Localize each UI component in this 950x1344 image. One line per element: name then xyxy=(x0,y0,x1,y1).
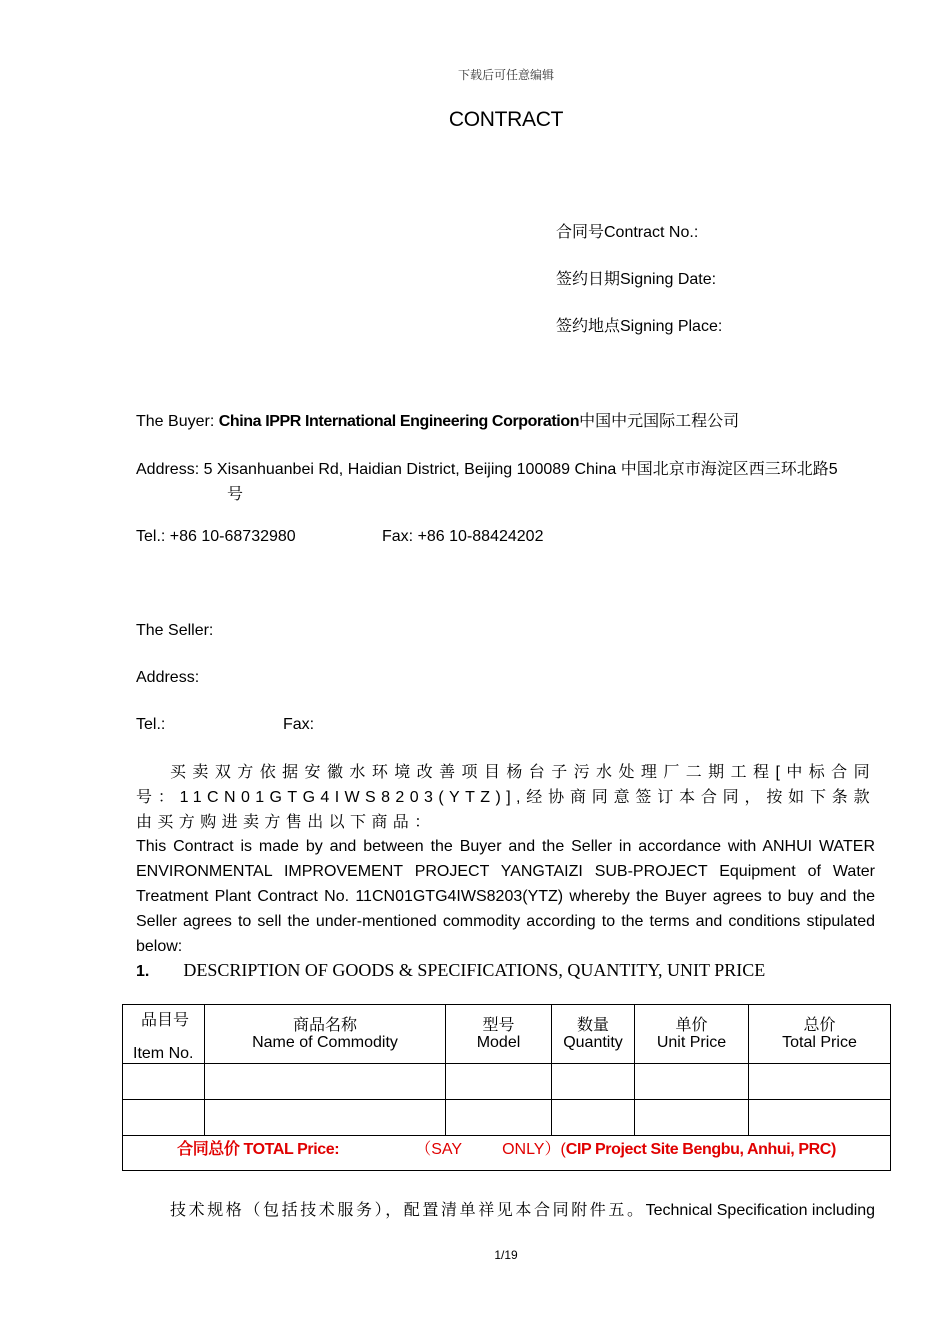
seller-label: The Seller: xyxy=(136,622,214,639)
header-quantity-en: Quantity xyxy=(563,1034,623,1051)
header-commodity xyxy=(205,1005,446,1064)
header-commodity-en: Name of Commodity xyxy=(252,1034,398,1051)
table-cell xyxy=(552,1064,635,1100)
tech-spec-line xyxy=(136,1197,875,1220)
buyer-name-cn: 中国中元国际工程公司 xyxy=(579,411,740,430)
header-commodity-cn: 商品名称 xyxy=(292,1015,357,1034)
header-model-cn: 型号 xyxy=(482,1015,515,1034)
contract-number-line: 合同号Contract No.: xyxy=(556,224,699,241)
total-site: CIP Project Site Bengbu, Anhui, PRC) xyxy=(565,1141,836,1158)
table-total-row xyxy=(123,1136,891,1171)
table-cell xyxy=(205,1064,446,1100)
buyer-name-en: China IPPR International Engineering Corporation xyxy=(218,413,580,430)
seller-address: Address: xyxy=(136,669,200,686)
intro-cn: 买卖双方依据安徽水环境改善项目杨台子污水处理厂二期工程[中标合同号：11CN01GTG4IWS8203(YTZ)],经协商同意签订本合同，按如下条款由买方购进卖方售出以下商品： xyxy=(136,764,875,831)
total-only: ONLY）( xyxy=(502,1141,566,1158)
table-row xyxy=(123,1100,891,1136)
table-cell xyxy=(552,1100,635,1136)
intro-paragraph xyxy=(136,761,875,959)
goods-table xyxy=(122,1004,891,1171)
section-1-title: DESCRIPTION OF GOODS & SPECIFICATIONS, QUANTITY, UNIT PRICE xyxy=(183,960,766,980)
header-quantity-cn: 数量 xyxy=(576,1015,609,1034)
buyer-label: The Buyer: xyxy=(136,413,219,430)
header-item-no-cn: 品目号 xyxy=(141,1010,190,1029)
total-say: （SAY xyxy=(415,1141,463,1158)
total-price-label: 合同总价 TOTAL Price: xyxy=(177,1141,340,1158)
header-quantity xyxy=(552,1005,635,1064)
header-item-no-en: Item No. xyxy=(133,1045,194,1062)
header-unit-price xyxy=(635,1005,749,1064)
table-header-row xyxy=(123,1005,891,1064)
section-1-number: 1. xyxy=(136,963,150,980)
header-item-no xyxy=(123,1005,205,1064)
table-cell xyxy=(446,1064,552,1100)
document-title: CONTRACT xyxy=(448,108,564,131)
signing-date-line: 签约日期Signing Date: xyxy=(556,271,717,288)
header-total-price xyxy=(749,1005,891,1064)
table-row xyxy=(123,1064,891,1100)
table-cell xyxy=(123,1100,205,1136)
table-cell xyxy=(635,1064,749,1100)
table-cell xyxy=(749,1064,891,1100)
header-model xyxy=(446,1005,552,1064)
buyer-line xyxy=(136,408,739,431)
header-model-en: Model xyxy=(476,1034,521,1051)
page-number: 1/19 xyxy=(494,1248,518,1262)
table-cell xyxy=(749,1100,891,1136)
header-total-price-cn: 总价 xyxy=(803,1015,836,1034)
table-cell xyxy=(123,1064,205,1100)
intro-en: This Contract is made by and between the Buyer and the Seller in accordance with ANHUI WATER ENVIRONMENTAL IMPROVEMENT PROJECT YANGTAIZI SUB-PROJECT Equipment of Water Treatment Plant Contract No. 11CN01GTG4IWS8203(YTZ) whereby the Buyer agrees to buy and the Seller agrees to sell the under-mentioned commodity according to the terms and conditions stipulated below: xyxy=(136,838,875,955)
section-1-heading xyxy=(136,960,765,981)
table-cell xyxy=(446,1100,552,1136)
header-unit-price-cn: 单价 xyxy=(675,1015,708,1034)
buyer-address-line1: Address: 5 Xisanhuanbei Rd, Haidian District, Beijing 100089 China 中国北京市海淀区西三环北路5 xyxy=(136,461,838,478)
tech-spec-cn: 技术规格（包括技术服务），配置清单祥见本合同附件五。 xyxy=(170,1200,646,1219)
seller-fax: Fax: xyxy=(283,716,315,733)
header-total-price-en: Total Price xyxy=(782,1034,857,1051)
buyer-tel: Tel.: +86 10-68732980 xyxy=(136,528,296,545)
table-cell xyxy=(205,1100,446,1136)
total-price-cell xyxy=(123,1136,891,1171)
header-note: 下载后可任意编辑 xyxy=(457,68,554,82)
tech-spec-en: Technical Specification including xyxy=(645,1202,876,1219)
buyer-address-line2: 号 xyxy=(227,486,244,503)
header-unit-price-en: Unit Price xyxy=(656,1034,727,1051)
seller-tel: Tel.: xyxy=(136,716,166,733)
buyer-fax: Fax: +86 10-88424202 xyxy=(382,528,544,545)
table-cell xyxy=(635,1100,749,1136)
signing-place-line: 签约地点Signing Place: xyxy=(556,318,723,335)
